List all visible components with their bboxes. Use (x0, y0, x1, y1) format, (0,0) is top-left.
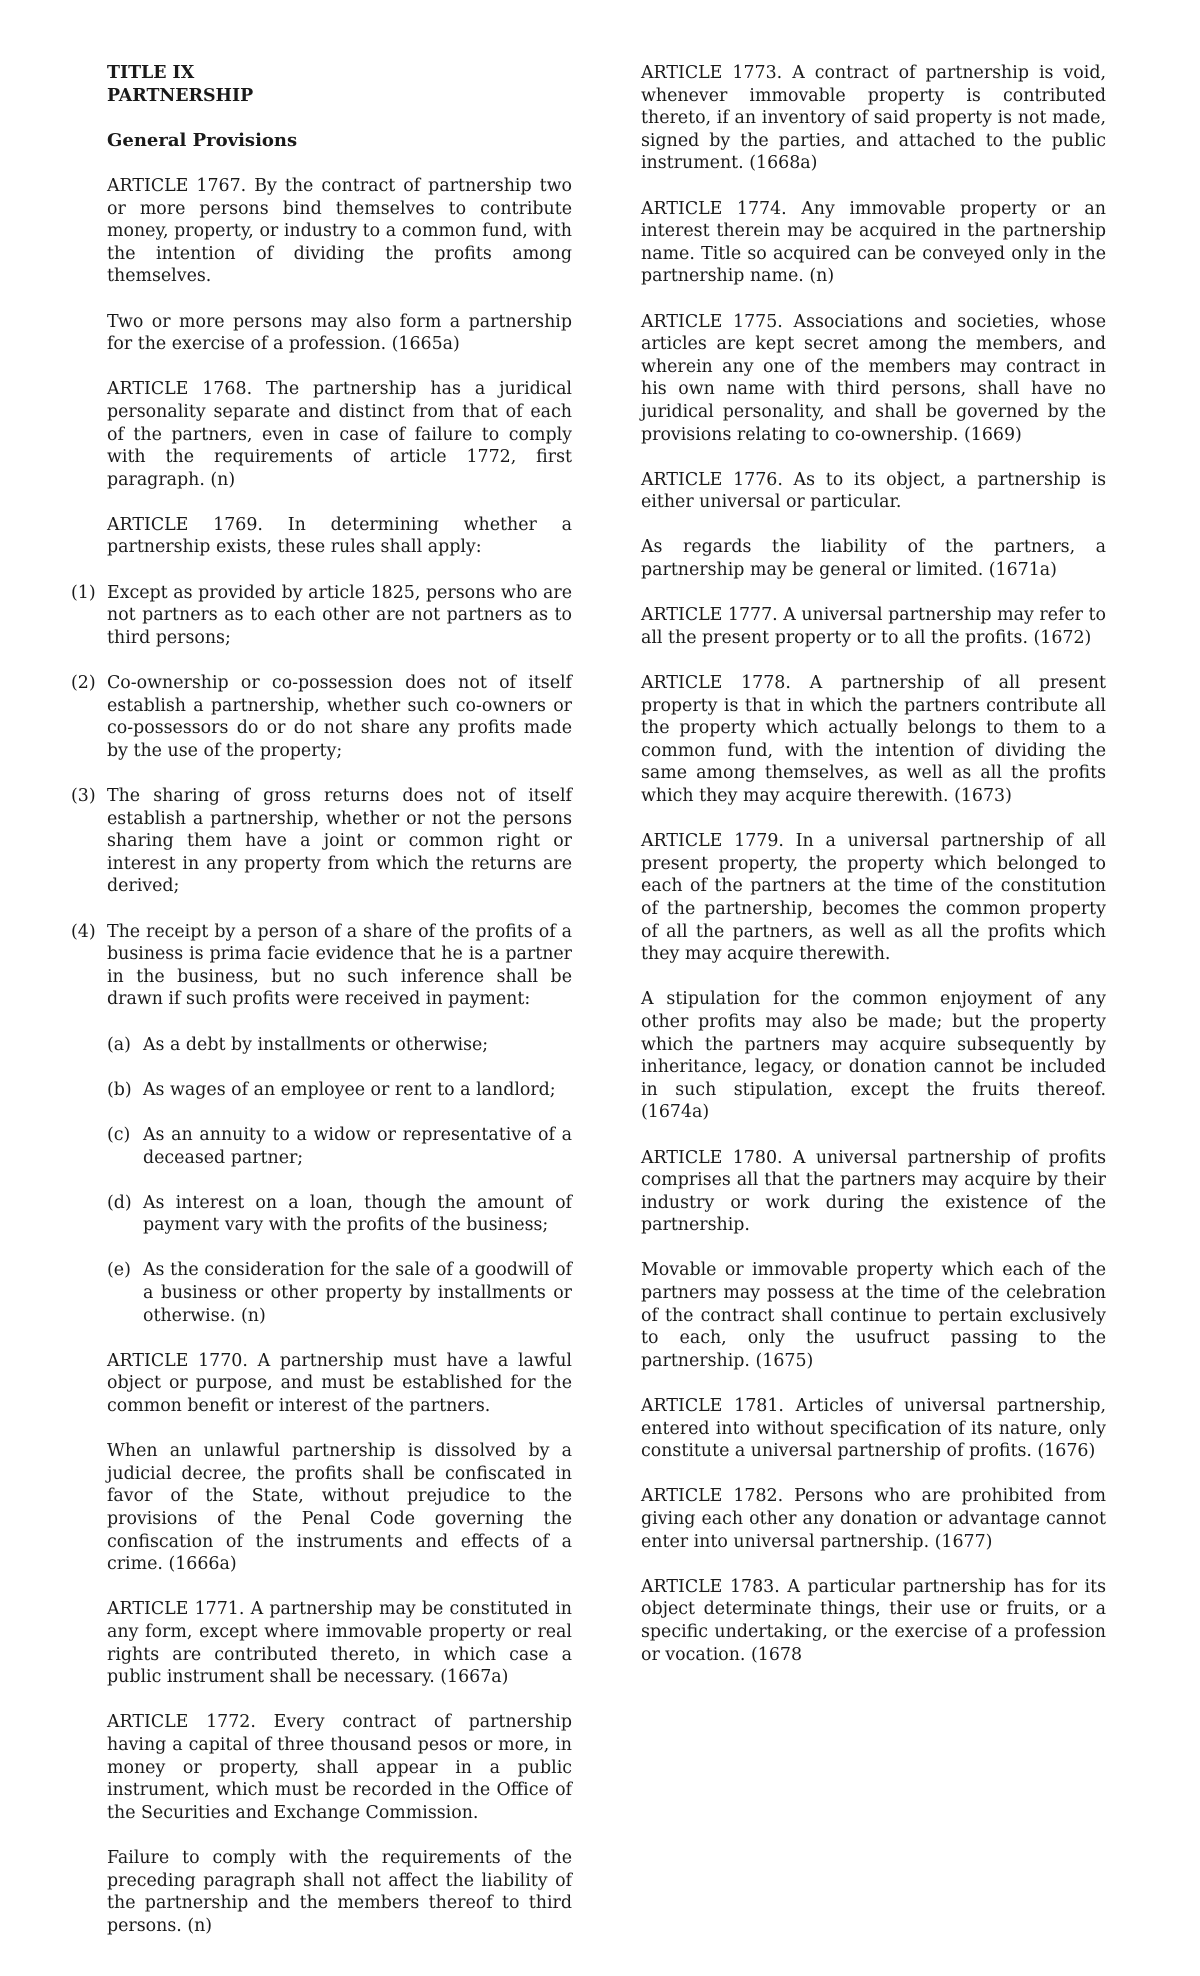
subrule-text: As an annuity to a widow or representative of a deceased partner; (143, 1124, 572, 1168)
article-1769-intro: ARTICLE 1769. In determining whether a partnership exists, these rules shall apply: (107, 514, 572, 558)
subrule-text: As wages of an employee or rent to a landlord; (143, 1079, 556, 1100)
subrule-text: As the consideration for the sale of a goodwill of a business or other property by installments or otherwise. (n) (143, 1260, 572, 1326)
section-heading: General Provisions (107, 129, 298, 151)
rule-item (71, 672, 572, 762)
article-1781: ARTICLE 1781. Articles of universal partnership, entered into without specification of its nature, only constitute a universal partnership of profits. (1676) (641, 1396, 1106, 1462)
rule-number: (1) (71, 582, 96, 603)
article-1769-rules (71, 582, 572, 1328)
article-1776-paragraph-1: ARTICLE 1776. As to its object, a partnership is either universal or particular. (641, 469, 1106, 513)
rule-number: (2) (71, 673, 96, 694)
article-1775: ARTICLE 1775. Associations and societies, whose articles are kept secret among the members, and wherein any one of the members may contract in his own name with third persons, shall have no juridical personality, and shall be governed by the provisions relating to co-ownership. (1669) (641, 311, 1106, 445)
subrule-letter: (c) (107, 1124, 131, 1145)
rule-number: (4) (71, 921, 96, 942)
subrule-item (107, 1259, 572, 1327)
article-1771: ARTICLE 1771. A partnership may be constituted in any form, except where immovable property or real rights are contributed thereto, in which case a public instrument shall be necessary. (1667a) (107, 1599, 572, 1688)
article-1778: ARTICLE 1778. A partnership of all present property is that in which the partners contribute all the property which actually belongs to them to a common fund, with the intention of dividing the same among themselves, as well as all the profits which they may acquire therewith. (1673) (641, 673, 1106, 806)
rule-number: (3) (71, 786, 96, 806)
subrule-letter: (b) (107, 1079, 132, 1100)
subrule-text: As a debt by installments or otherwise; (143, 1034, 489, 1055)
left-column (71, 62, 572, 1960)
subrule-letter: (d) (107, 1192, 132, 1213)
subrule-item (107, 1079, 572, 1102)
subrule-item (107, 1034, 572, 1057)
subrule-text: As interest on a loan, though the amount of payment vary with the profits of the business; (143, 1192, 572, 1236)
right-column (641, 62, 1106, 1689)
rule-item (71, 921, 572, 1328)
subrule-item (107, 1192, 572, 1237)
rule-item (71, 785, 572, 898)
rule-4-subitems (107, 1034, 572, 1328)
rule-text: Co-ownership or co-possession does not of itself establish a partnership, whether such co-owners or co-possessors do or do not share any profits made by the use of the property; (107, 673, 572, 761)
article-1770-paragraph-2: When an unlawful partnership is dissolved by a judicial decree, the profits shall be confiscated in favor of the State, without prejudice to the provisions of the Penal Code governing the confiscation of the instruments and effects of a crime. (1666a) (107, 1441, 572, 1575)
article-1780-paragraph-1: ARTICLE 1780. A universal partnership of profits comprises all that the partners may acquire by their industry or work during the existence of the partnership. (641, 1147, 1106, 1236)
rule-text: The sharing of gross returns does not of itself establish a partnership, whether or not the persons sharing them have a joint or common right or interest in any property from which the returns are derived; (107, 786, 572, 897)
subrule-letter: (e) (107, 1260, 131, 1281)
article-1773: ARTICLE 1773. A contract of partnership is void, whenever immovable property is contributed thereto, if an inventory of said property is not made, signed by the parties, and attached to the public instrument. (1668a) (641, 63, 1106, 174)
article-1779-paragraph-1: ARTICLE 1779. In a universal partnership of all present property, the property which belonged to each of the partners at the time of the constitution of the partnership, becomes the common property of all the partners, as well as all the profits which they may acquire therewith. (641, 831, 1106, 965)
article-1777: ARTICLE 1777. A universal partnership may refer to all the present property or to all the profits. (1672) (641, 605, 1106, 648)
title-name: PARTNERSHIP (107, 85, 254, 106)
article-1776-paragraph-2: As regards the liability of the partners, a partnership may be general or limited. (1671a) (641, 537, 1106, 581)
article-1768: ARTICLE 1768. The partnership has a juridical personality separate and distinct from that of each of the partners, even in case of failure to comply with the requirements of article 1772, first paragraph. (n) (107, 379, 572, 490)
article-1774: ARTICLE 1774. Any immovable property or an interest therein may be acquired in the partnership name. Title so acquired can be conveyed only in the partnership name. (n) (641, 198, 1106, 287)
article-1782: ARTICLE 1782. Persons who are prohibited from giving each other any donation or advantage cannot enter into universal partnership. (1677) (641, 1486, 1106, 1552)
subrule-letter: (a) (107, 1034, 131, 1055)
subrule-item (107, 1124, 572, 1169)
title-block (107, 62, 572, 107)
article-1779-paragraph-2: A stipulation for the common enjoyment of any other profits may also be made; but the property which the partners may acquire subsequently by inheritance, legacy, or donation cannot be included in such stipulation, except the fruits thereof. (1674a) (641, 989, 1106, 1123)
article-1767-paragraph-1: ARTICLE 1767. By the contract of partnership two or more persons bind themselves to contribute money, property, or industry to a common fund, with the intention of dividing the profits among themselves. (107, 175, 572, 287)
rule-item (71, 582, 572, 650)
rule-text: Except as provided by article 1825, persons who are not partners as to each other are not partners as to third persons; (107, 582, 572, 648)
article-1783: ARTICLE 1783. A particular partnership has for its object determinate things, their use or fruits, or a specific undertaking, or the exercise of a profession or vocation. (1678 (641, 1576, 1106, 1665)
article-1770-paragraph-1: ARTICLE 1770. A partnership must have a lawful object or purpose, and must be established for the common benefit or interest of the partners. (107, 1350, 572, 1417)
rule-text: The receipt by a person of a share of the profits of a business is prima facie evidence that he is a partner in the business, but no such inference shall be drawn if such profits were received in payment: (107, 921, 572, 1010)
article-1780-paragraph-2: Movable or immovable property which each of the partners may possess at the time of the celebration of the contract shall continue to pertain exclusively to each, only the usufruct passing to the partnership. (1675) (641, 1260, 1106, 1371)
article-1772-paragraph-1: ARTICLE 1772. Every contract of partnership having a capital of three thousand pesos or more, in money or property, shall appear in a public instrument, which must be recorded in the Office of the Securities and Exchange Commission. (107, 1712, 572, 1823)
title-number: TITLE IX (107, 63, 195, 83)
article-1767-paragraph-2: Two or more persons may also form a partnership for the exercise of a profession. (1665a) (107, 311, 572, 355)
article-1772-paragraph-2: Failure to comply with the requirements of the preceding paragraph shall not affect the liability of the partnership and the members thereof to third persons. (n) (107, 1847, 572, 1936)
